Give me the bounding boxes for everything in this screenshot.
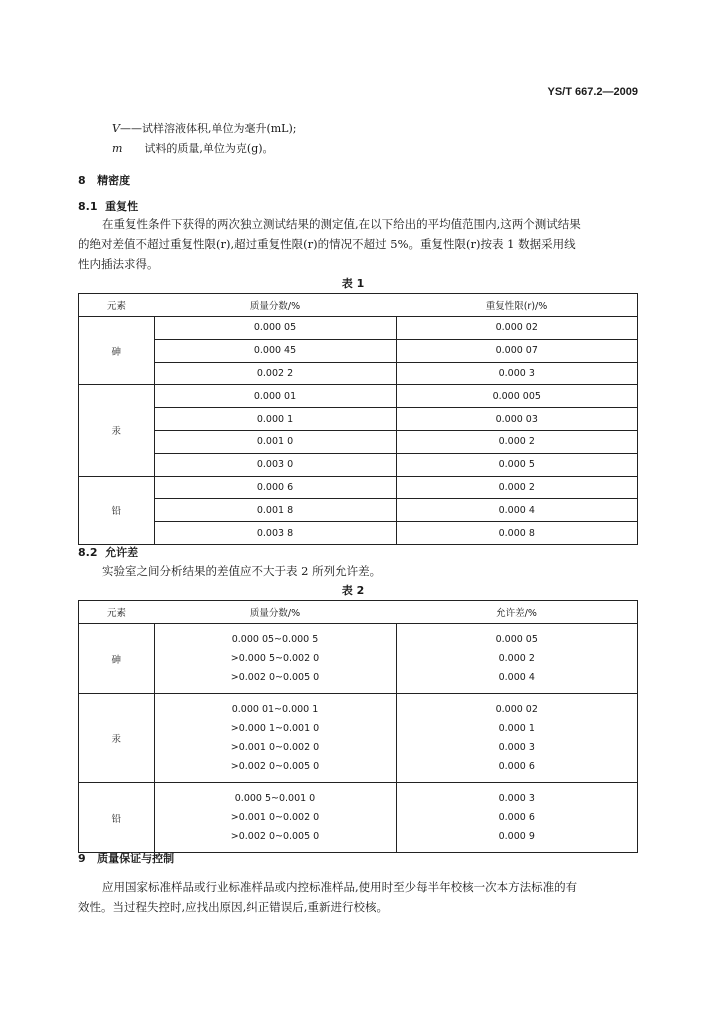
value-line: 0.000 1 — [498, 723, 535, 734]
section-number: 8.2 — [78, 546, 98, 559]
value-line: 0.000 3 — [498, 742, 535, 753]
table-row — [79, 453, 638, 476]
table-cell: 0.000 05 — [154, 317, 396, 340]
range-line: >0.001 0~0.002 0 — [230, 742, 320, 753]
table-cell: 0.000 07 — [396, 339, 638, 362]
range-cell — [154, 694, 396, 783]
table-cell: 0.000 45 — [154, 339, 396, 362]
paragraph-line: 应用国家标准样品或行业标准样品或内控标准样品,使用时至少每半年校核一次本方法标准的有 — [102, 880, 578, 894]
value-line: 0.000 2 — [498, 653, 535, 664]
table-1 — [78, 293, 638, 545]
table-cell: 0.000 2 — [396, 476, 638, 499]
value-cell — [396, 624, 638, 694]
range-line: >0.000 1~0.001 0 — [230, 723, 320, 734]
table-2 — [78, 600, 638, 853]
range-line: >0.002 0~0.005 0 — [230, 761, 320, 772]
section-number: 8 — [78, 174, 86, 187]
section-8-heading — [78, 172, 130, 188]
value-line: 0.000 4 — [498, 672, 535, 683]
value-line: 0.000 02 — [495, 704, 538, 715]
definition-m — [112, 140, 274, 156]
table-2-caption: 表 2 — [341, 584, 365, 597]
table-row — [79, 476, 638, 499]
table-cell: 0.002 2 — [154, 362, 396, 385]
table-row — [79, 694, 638, 783]
range-line: 0.000 05~0.000 5 — [231, 634, 319, 645]
element-cell: 铅 — [79, 476, 155, 544]
table-cell: 0.001 0 — [154, 430, 396, 453]
element-cell: 汞 — [79, 385, 155, 476]
definition-dash: —— — [119, 122, 142, 135]
element-cell: 铅 — [79, 783, 155, 853]
table-row — [79, 385, 638, 408]
definition-symbol: V — [112, 122, 120, 135]
table-cell: 0.000 3 — [396, 362, 638, 385]
table-1-caption: 表 1 — [341, 277, 365, 290]
table-header-row — [79, 294, 638, 317]
table-cell: 0.000 6 — [154, 476, 396, 499]
value-line: 0.000 6 — [498, 761, 535, 772]
table-cell: 0.000 03 — [396, 408, 638, 431]
table-row — [79, 783, 638, 853]
table-row — [79, 408, 638, 431]
table-cell: 0.000 01 — [154, 385, 396, 408]
table-cell: 0.000 8 — [396, 522, 638, 545]
range-cell — [154, 624, 396, 694]
standard-number: YS/T 667.2—2009 — [547, 86, 638, 98]
range-cell — [154, 783, 396, 853]
table-header-row — [79, 601, 638, 624]
section-title: 质量保证与控制 — [97, 852, 175, 865]
range-line: 0.000 01~0.000 1 — [231, 704, 319, 715]
range-line: >0.002 0~0.005 0 — [230, 672, 320, 683]
value-cell — [396, 783, 638, 853]
paragraph-line: 的绝对差值不超过重复性限(r),超过重复性限(r)的情况不超过 5%。重复性限(r)按表 1 数据采用线 — [78, 237, 576, 251]
range-line: >0.001 0~0.002 0 — [230, 812, 320, 823]
section-9-heading — [78, 850, 174, 866]
value-line: 0.000 3 — [498, 793, 535, 804]
section-title: 重复性 — [105, 200, 139, 213]
table-header-cell: 允许差/% — [396, 601, 638, 624]
section-8-1-heading — [78, 198, 138, 214]
table-cell: 0.003 0 — [154, 453, 396, 476]
table-cell: 0.000 5 — [396, 453, 638, 476]
range-line: >0.002 0~0.005 0 — [230, 831, 320, 842]
table-header-cell: 重复性限(r)/% — [396, 294, 638, 317]
table-row — [79, 430, 638, 453]
value-cell — [396, 694, 638, 783]
table-cell: 0.000 005 — [396, 385, 638, 408]
value-line: 0.000 9 — [498, 831, 535, 842]
table-row — [79, 624, 638, 694]
table-header-cell: 质量分数/% — [154, 601, 396, 624]
definition-text: 试样溶液体积,单位为毫升(mL); — [141, 122, 297, 135]
table-row — [79, 339, 638, 362]
table-cell: 0.001 8 — [154, 499, 396, 522]
value-line: 0.000 6 — [498, 812, 535, 823]
table-header-cell: 元素 — [79, 601, 155, 624]
section-number: 8.1 — [78, 200, 98, 213]
definition-symbol: m — [112, 142, 123, 155]
definition-v — [112, 120, 296, 136]
element-cell: 汞 — [79, 694, 155, 783]
paragraph-line: 在重复性条件下获得的两次独立测试结果的测定值,在以下给出的平均值范围内,这两个测试结果 — [102, 217, 581, 231]
table-cell: 0.000 4 — [396, 499, 638, 522]
section-9-paragraph — [78, 877, 638, 917]
definition-text: 试料的质量,单位为克(g)。 — [144, 142, 274, 155]
element-cell: 砷 — [79, 317, 155, 385]
range-line: 0.000 5~0.001 0 — [234, 793, 316, 804]
section-title: 允许差 — [105, 546, 139, 559]
section-8-2-paragraph: 实验室之间分析结果的差值应不大于表 2 所列允许差。 — [102, 564, 382, 578]
table-cell: 0.000 02 — [396, 317, 638, 340]
paragraph-line: 性内插法求得。 — [78, 257, 159, 271]
table-row — [79, 522, 638, 545]
table-cell: 0.000 1 — [154, 408, 396, 431]
table-header-cell: 元素 — [79, 294, 155, 317]
paragraph-line: 效性。当过程失控时,应找出原因,纠正错误后,重新进行校核。 — [78, 900, 388, 914]
section-title: 精密度 — [97, 174, 131, 187]
table-row — [79, 499, 638, 522]
table-cell: 0.000 2 — [396, 430, 638, 453]
element-cell: 砷 — [79, 624, 155, 694]
section-8-2-heading — [78, 544, 138, 560]
section-8-1-paragraph — [78, 214, 638, 274]
table-cell: 0.003 8 — [154, 522, 396, 545]
table-row — [79, 362, 638, 385]
section-number: 9 — [78, 852, 86, 865]
table-header-cell: 质量分数/% — [154, 294, 396, 317]
value-line: 0.000 05 — [495, 634, 538, 645]
range-line: >0.000 5~0.002 0 — [230, 653, 320, 664]
table-row — [79, 317, 638, 340]
